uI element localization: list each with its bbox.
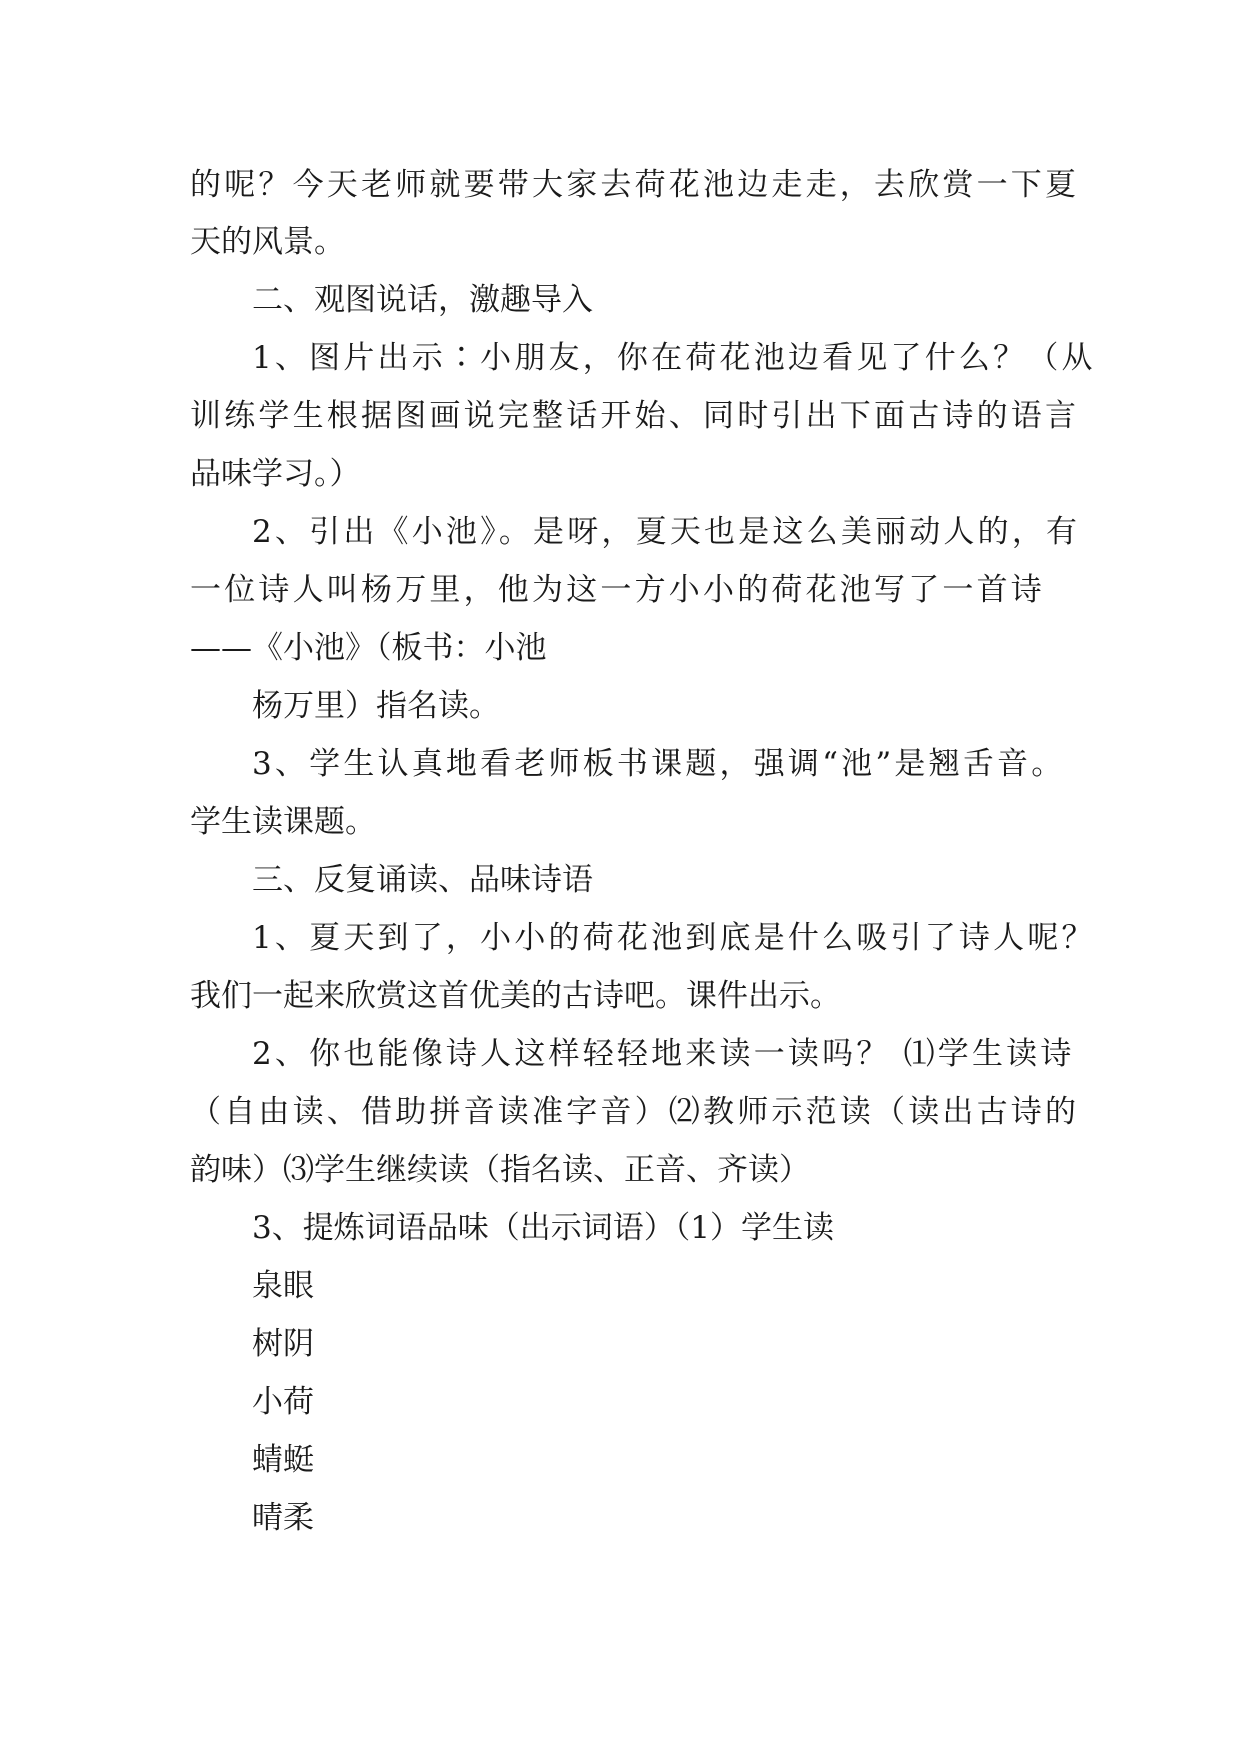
- text-line: 的呢？今天老师就要带大家去荷花池边走走，去欣赏一下夏: [190, 167, 1080, 203]
- word-item: 蜻蜓: [252, 1442, 314, 1478]
- text-line: 1、图片出示∶小朋友，你在荷花池边看见了什么？（从: [252, 340, 1096, 376]
- section-heading: 二、观图说话，激趣导入: [252, 282, 593, 318]
- text-line: 2、你也能像诗人这样轻轻地来读一读吗？ ⑴学生读诗: [252, 1036, 1075, 1072]
- text-line: 3、学生认真地看老师板书课题，强调“池”是翘舌音。: [252, 746, 1066, 782]
- text-line: 3、提炼词语品味（出示词语）（1）学生读: [252, 1210, 834, 1246]
- text-line: 学生读课题。: [190, 804, 376, 840]
- text-line: 品味学习。）: [190, 456, 361, 492]
- text-line: （自由读、借助拼音读准字音）⑵教师示范读（读出古诗的: [190, 1094, 1080, 1130]
- section-heading: 三、反复诵读、品味诗语: [252, 862, 593, 898]
- word-item: 树阴: [252, 1326, 314, 1362]
- word-item: 泉眼: [252, 1268, 314, 1304]
- text-line: 杨万里）指名读。: [252, 688, 500, 724]
- text-line: 1、夏天到了，小小的荷花池到底是什么吸引了诗人呢？: [252, 920, 1096, 956]
- text-line: 一位诗人叫杨万里，他为这一方小小的荷花池写了一首诗: [190, 572, 1045, 608]
- text-line: 天的风景。: [190, 224, 345, 260]
- text-line: 2、引出《小池》。是呀，夏天也是这么美丽动人的，有: [252, 514, 1081, 550]
- text-line: ——《小池》（板书：小池: [190, 630, 547, 666]
- text-line: 我们一起来欣赏这首优美的古诗吧。课件出示。: [190, 978, 841, 1014]
- word-item: 晴柔: [252, 1500, 314, 1536]
- text-line: 训练学生根据图画说完整话开始、同时引出下面古诗的语言: [190, 398, 1080, 434]
- word-item: 小荷: [252, 1384, 314, 1420]
- text-line: 韵味）⑶学生继续读（指名读、正音、齐读）: [190, 1152, 810, 1188]
